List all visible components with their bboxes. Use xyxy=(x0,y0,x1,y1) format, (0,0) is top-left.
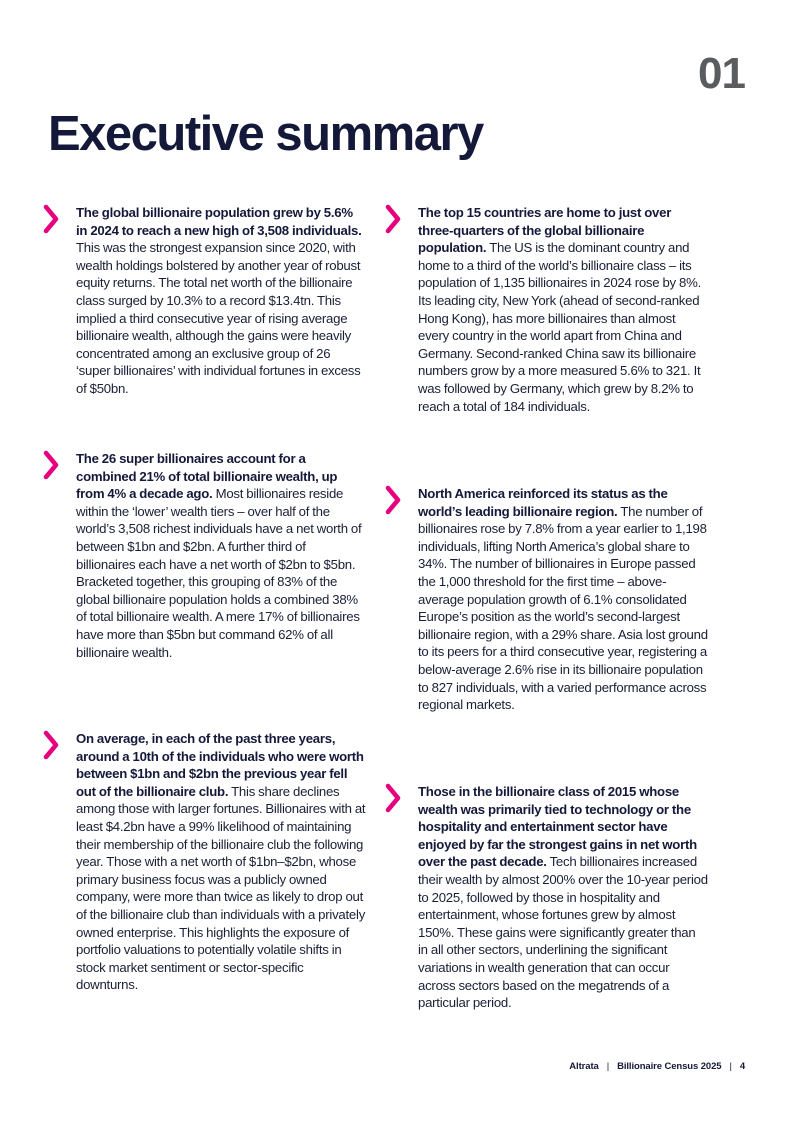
summary-lead: On average, in each of the past three years, around a 10th of the individuals who were worth between $1bn and $2bn the previous year fell out of the billionaire club. xyxy=(76,731,364,799)
summary-body: Tech billionaires increased their wealth by almost 200% over the 10-year period to 2025, followed by those in hospitality and entertainment, whose fortunes grew by almost 150%. These gains were significantly greater than in all other sectors, underlining the significant variations in wealth generation that can occur across sectors based on the megatrends of a particular period. xyxy=(418,854,708,1011)
summary-lead: The 26 super billionaires account for a combined 21% of total billionaire wealth, up from 4% a decade ago. xyxy=(76,451,338,502)
chapter-number: 01 xyxy=(698,49,745,98)
summary-lead: The global billionaire population grew by 5.6% in 2024 to reach a new high of 3,508 individuals. xyxy=(76,205,362,238)
summary-paragraph xyxy=(418,783,708,1012)
page-number: 4 xyxy=(739,1061,745,1072)
footer-separator: | xyxy=(606,1061,610,1072)
summary-lead: Those in the billionaire class of 2015 whose wealth was primarily tied to technology or the hospitality and entertainment sector have enjoyed by far the strongest gains in net worth over the past decade. xyxy=(418,784,697,870)
summary-body: This share declines among those with larger fortunes. Billionaires with at least $4.2bn have a 99% likelihood of maintaining their membership of the billionaire club the following year. Those with a net worth of $1bn–$2bn, whose primary business focus was a publicly owned company, were more than twice as likely to drop out of the billionaire club than individuals with a privately owned enterprise. This highlights the exposure of portfolio valuations to potentially volatile shifts in stock market sentiment or sector-specific downturns. xyxy=(76,783,366,993)
summary-point-top-countries xyxy=(384,204,701,415)
chevron-right-icon xyxy=(42,730,60,760)
footer-brand: Altrata xyxy=(569,1061,599,1072)
summary-body: The US is the dominant country and home to a third of the world’s billionaire class – its population of 1,135 billionaires in 2024 rose by 8%. Its leading city, New York (ahead of second-ranked Hong Kong), has more billionaires than almost every country in the world apart from China and Germany. Second-ranked China saw its billionaire numbers grow by a more measured 5.6% to 321. It was followed by Germany, which grew by 8.2% to reach a total of 184 individuals. xyxy=(418,240,701,414)
chevron-right-icon xyxy=(384,783,402,813)
summary-paragraph xyxy=(418,204,708,415)
summary-point-north-america xyxy=(384,485,708,714)
summary-paragraph xyxy=(76,730,366,994)
summary-point-class-of-2015 xyxy=(384,783,708,1012)
chevron-right-icon xyxy=(42,450,60,480)
summary-paragraph xyxy=(76,204,366,398)
summary-point-club-dropouts xyxy=(42,730,366,994)
summary-lead: The top 15 countries are home to just over three-quarters of the global billionaire population. xyxy=(418,205,672,256)
summary-point-super-billionaires xyxy=(42,450,362,661)
chevron-right-icon xyxy=(384,485,402,515)
footer-separator: | xyxy=(729,1061,732,1072)
chevron-right-icon xyxy=(42,204,60,234)
summary-paragraph xyxy=(418,485,708,714)
footer-report-name: Billionaire Census 2025 xyxy=(617,1061,722,1072)
summary-paragraph xyxy=(76,450,366,661)
page-title: Executive summary xyxy=(48,107,483,161)
summary-body: The number of billionaires rose by 7.8% from a year earlier to 1,198 individuals, lifting North America’s global share to 34%. The number of billionaires in Europe passed the 1,000 threshold for the first time – above-average population growth of 6.1% consolidated Europe’s position as the world’s second-largest billionaire region, with a 29% share. Asia lost ground to its peers for a third consecutive year, registering a below-average 2.6% rise in its billionaire population to 827 individuals, with a varied performance across regional markets. xyxy=(418,503,708,713)
page-footer xyxy=(569,1061,745,1072)
summary-body: Most billionaires reside within the ‘lower’ wealth tiers – over half of the world’s 3,508 richest individuals have a net worth of between $1bn and $2bn. A further third of billionaires each have a net worth of $2bn to $5bn. Bracketed together, this grouping of 83% of the global billionaire population holds a combined 38% of total billionaire wealth. A mere 17% of billionaires have more than $5bn but command 62% of all billionaire wealth. xyxy=(76,486,362,660)
summary-body: This was the strongest expansion since 2020, with wealth holdings bolstered by another year of robust equity returns. The total net worth of the billionaire class surged by 10.3% to a record $13.4tn. This implied a third consecutive year of rising average billionaire wealth, although the gains were heavily concentrated among an exclusive group of 26 ‘super billionaires’ with individual fortunes in excess of $50bn. xyxy=(76,240,361,396)
summary-point-global-population xyxy=(42,204,362,398)
chevron-right-icon xyxy=(384,204,402,234)
summary-lead: North America reinforced its status as the world’s leading billionaire region. xyxy=(418,486,668,519)
